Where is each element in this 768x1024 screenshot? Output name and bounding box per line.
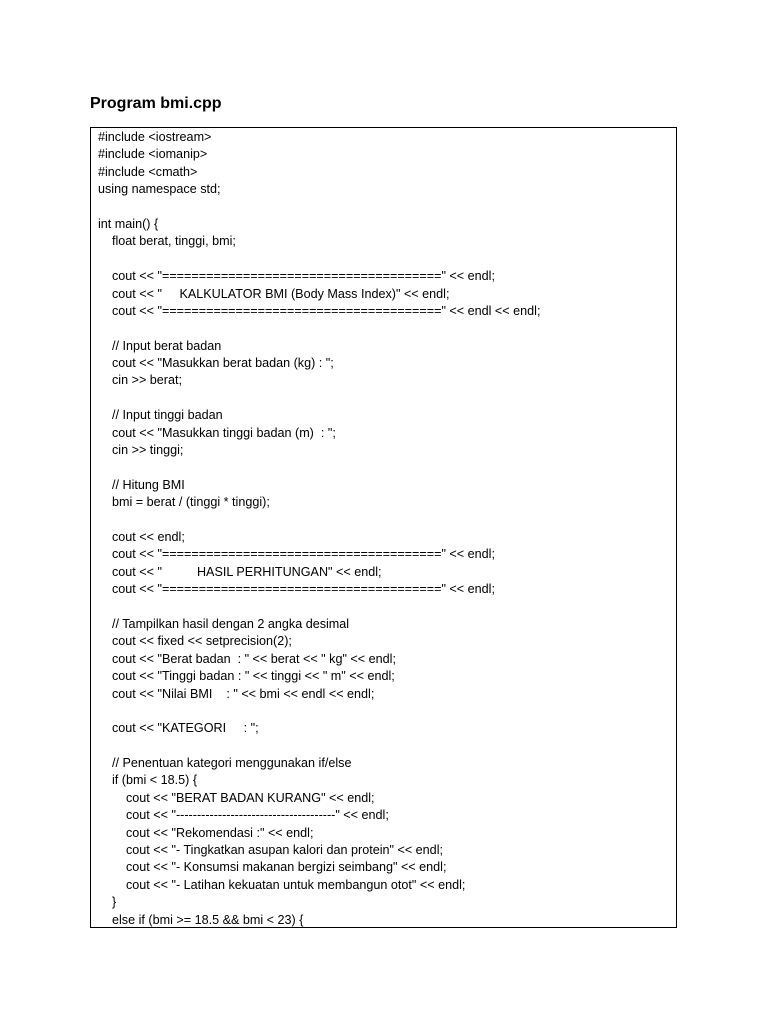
code-line: if (bmi < 18.5) { [98, 773, 198, 788]
code-line: cout << " KALKULATOR BMI (Body Mass Index)" << endl; [98, 286, 450, 301]
code-line: cout << "======================================" << endl; [98, 582, 495, 597]
code-line: int main() { [98, 216, 159, 231]
code-line: cout << fixed << setprecision(2); [98, 634, 292, 649]
code-line: bmi = berat / (tinggi * tinggi); [98, 495, 270, 510]
code-line [98, 512, 672, 529]
page-title: Program bmi.cpp [90, 95, 222, 112]
code-line: #include <iomanip> [98, 147, 208, 162]
code-line [98, 251, 672, 268]
code-line: cout << "Tinggi badan : " << tinggi << " m" << endl; [98, 669, 395, 684]
code-line [98, 199, 672, 216]
code-line [98, 703, 672, 720]
code-line [98, 599, 672, 616]
code-line: cout << "Masukkan berat badan (kg) : "; [98, 356, 334, 371]
code-line: cout << "- Tingkatkan asupan kalori dan protein" << endl; [98, 843, 443, 858]
code-line: cout << "BERAT BADAN KURANG" << endl; [98, 790, 375, 805]
code-line: cout << "- Konsumsi makanan bergizi seimbang" << endl; [98, 860, 447, 875]
code-line: cout << "Masukkan tinggi badan (m) : "; [98, 425, 336, 440]
code-line: // Input tinggi badan [98, 408, 223, 423]
code-line: float berat, tinggi, bmi; [98, 234, 236, 249]
code-box [90, 127, 677, 928]
code-line: cin >> tinggi; [98, 443, 184, 458]
code-line: cout << "Rekomendasi :" << endl; [98, 825, 314, 840]
code-line: #include <cmath> [98, 164, 198, 179]
code-line: cout << "======================================" << endl << endl; [98, 303, 541, 318]
code-line: #include <iostream> [98, 130, 212, 144]
code-line: // Penentuan kategori menggunakan if/else [98, 756, 352, 771]
code-line: // Tampilkan hasil dengan 2 angka desimal [98, 616, 350, 631]
code-line: else if (bmi >= 18.5 && bmi < 23) { [98, 912, 304, 927]
code-line: // Input berat badan [98, 338, 222, 353]
code-line [98, 738, 672, 755]
code-line [98, 390, 672, 407]
code-listing [98, 129, 672, 928]
code-line [98, 459, 672, 476]
code-line: cout << "======================================" << endl; [98, 269, 495, 284]
code-line: using namespace std; [98, 182, 221, 197]
code-line: cout << " HASIL PERHITUNGAN" << endl; [98, 564, 382, 579]
code-line: cout << "======================================" << endl; [98, 547, 495, 562]
code-line: cout << "KATEGORI : "; [98, 721, 259, 736]
code-line: } [98, 895, 117, 910]
code-line [98, 320, 672, 337]
code-line: cin >> berat; [98, 373, 183, 388]
code-line: cout << "Nilai BMI : " << bmi << endl << endl; [98, 686, 375, 701]
code-line: cout << endl; [98, 529, 185, 544]
code-line: cout << "- Latihan kekuatan untuk membangun otot" << endl; [98, 877, 466, 892]
code-line: cout << "Berat badan : " << berat << " kg" << endl; [98, 651, 396, 666]
code-line: cout << "--------------------------------------" << endl; [98, 808, 389, 823]
code-line: // Hitung BMI [98, 477, 185, 492]
